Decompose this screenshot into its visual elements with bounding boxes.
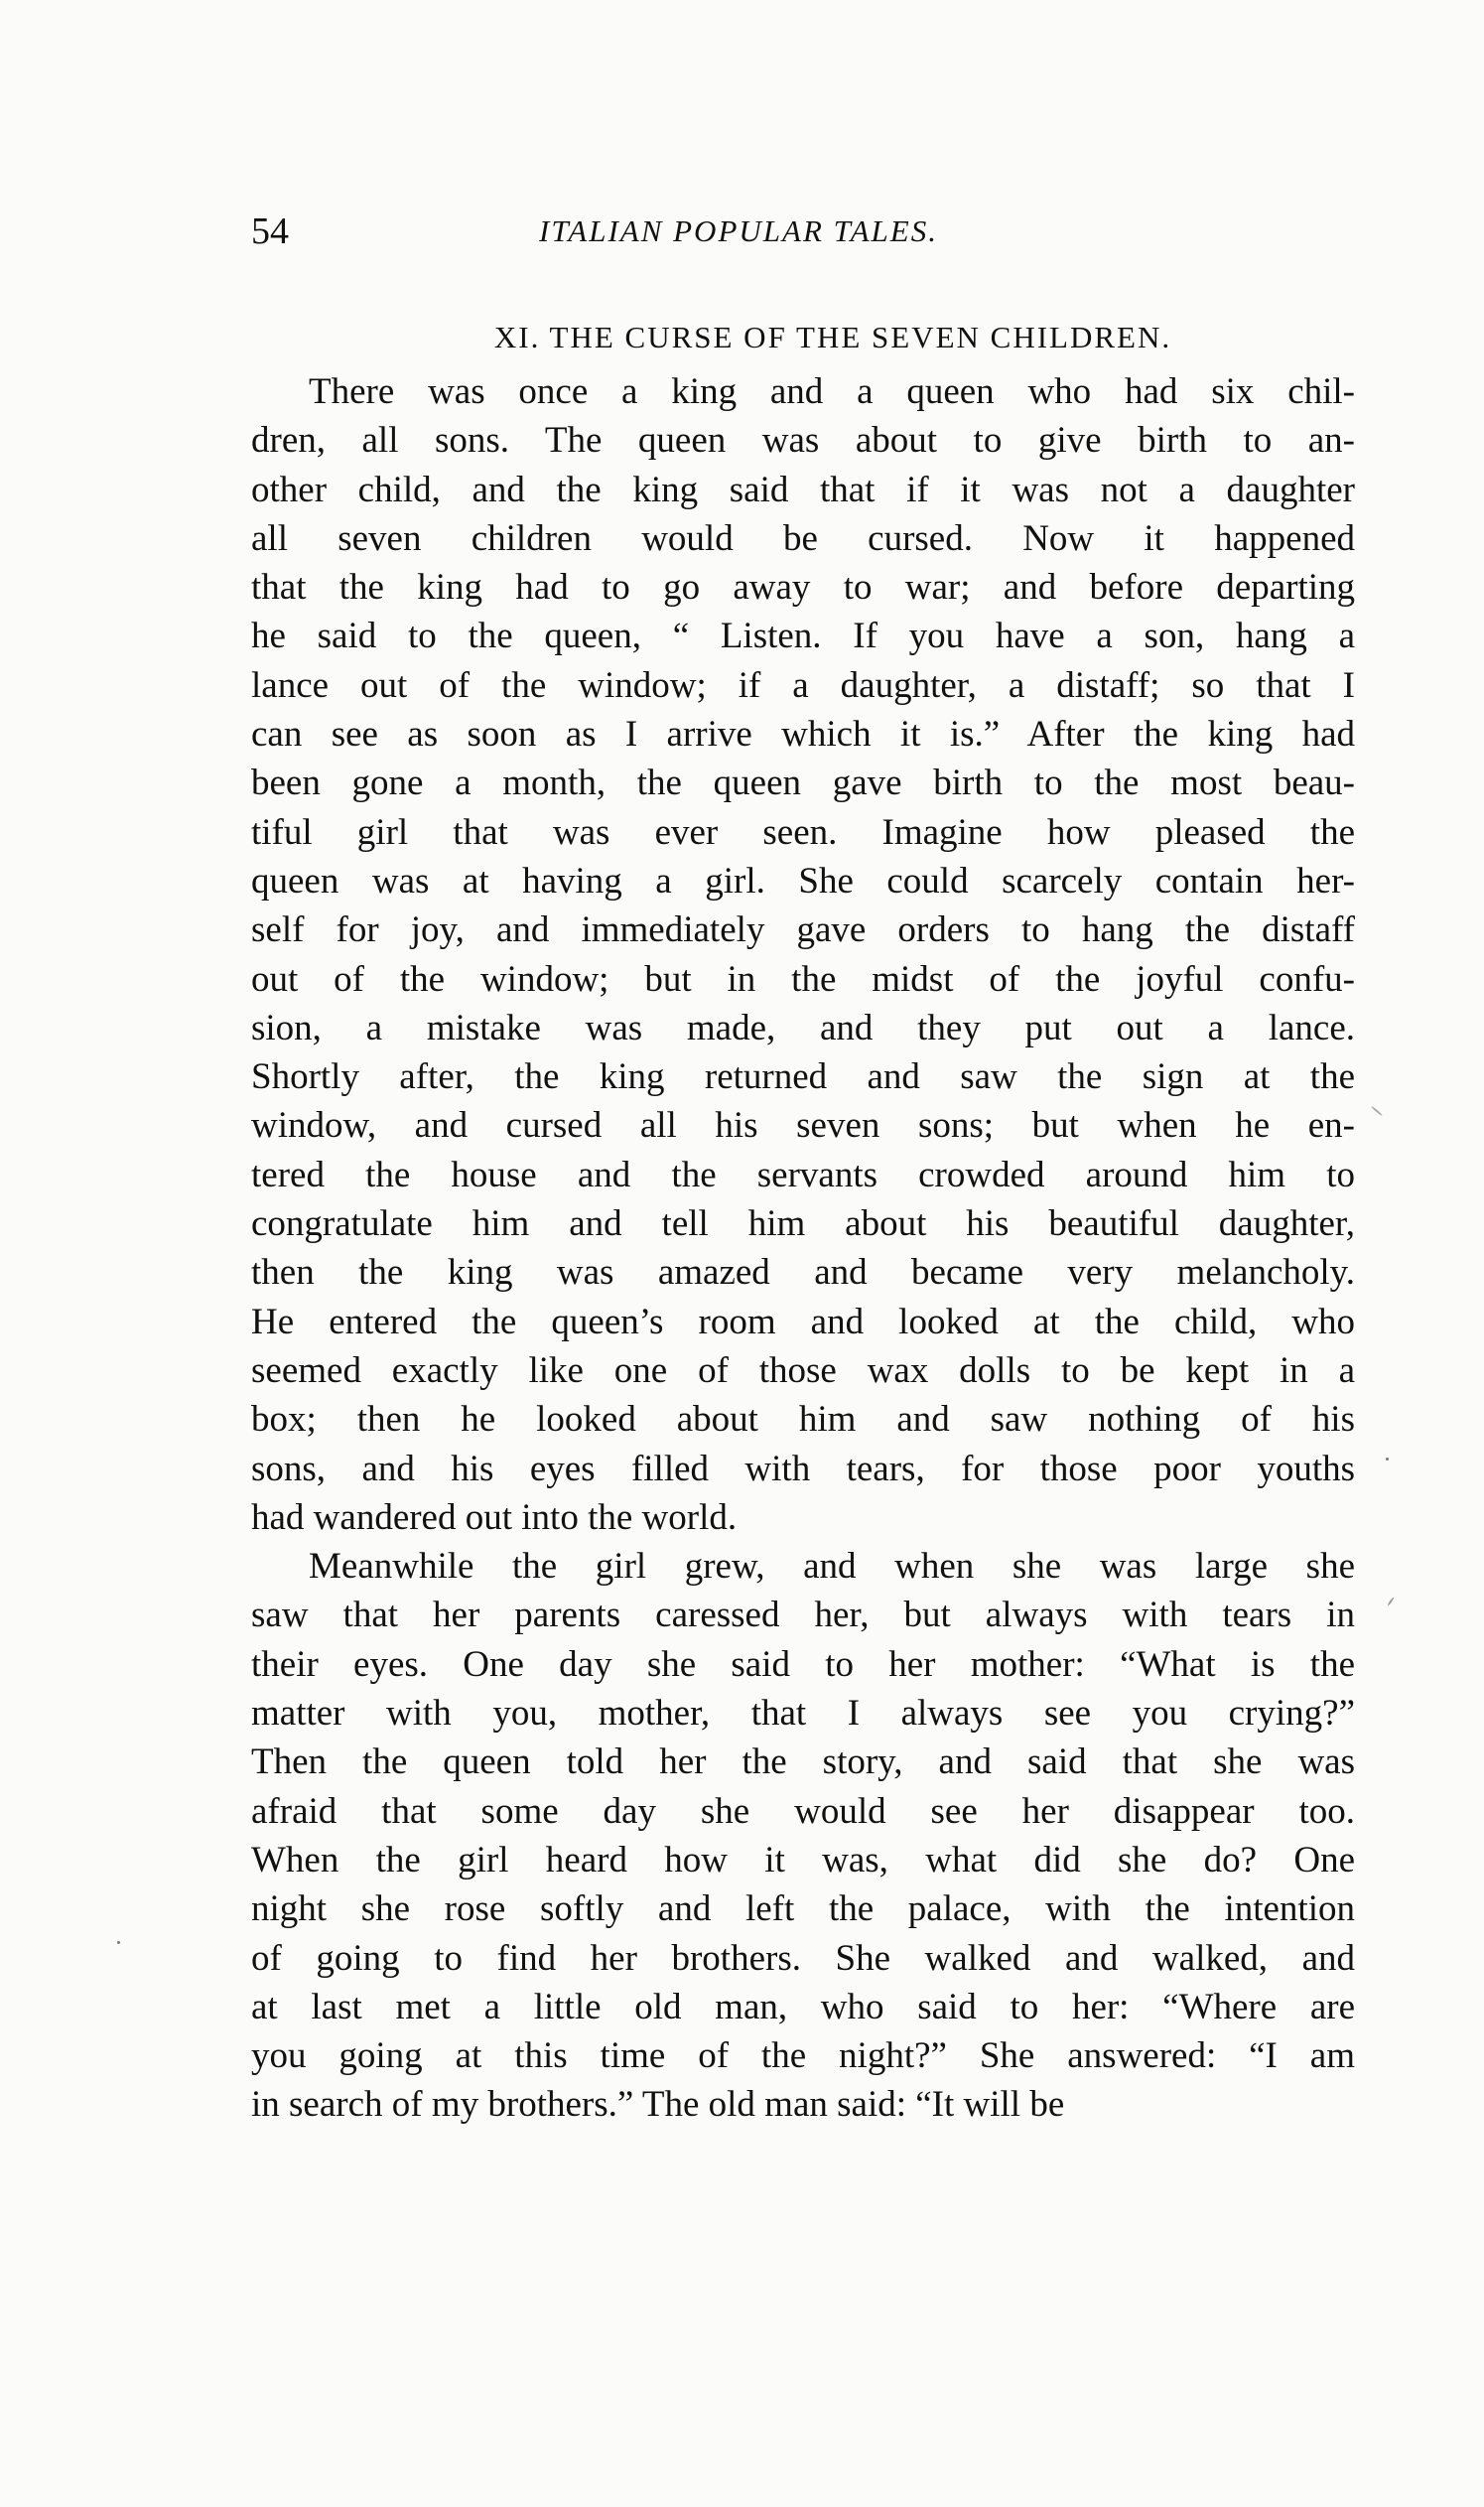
text-line: dren, all sons. The queen was about to give birth to an- (251, 420, 1355, 462)
text-line: of going to find her brothers. She walked and walked, and (251, 1937, 1355, 1979)
running-head (251, 207, 1355, 256)
text-line: He entered the queen’s room and looked at the child, who (251, 1301, 1355, 1342)
text-line: in search of my brothers.” The old man said: “It will be (251, 2084, 1065, 2126)
scan-speck (117, 1941, 120, 1944)
text-line: saw that her parents caressed her, but always with tears in (251, 1595, 1355, 1636)
text-line: afraid that some day she would see her disappear too. (251, 1790, 1355, 1832)
text-line: other child, and the king said that if it was not a daughter (251, 469, 1355, 510)
running-title: ITALIAN POPULAR TALES. (539, 213, 938, 248)
text-line: Then the queen told her the story, and said that she was (251, 1741, 1355, 1783)
text-line: self for joy, and immediately gave orders to hang the distaff (251, 909, 1355, 951)
scan-speck (1371, 1106, 1383, 1117)
text-line: Shortly after, the king returned and saw the sign at the (251, 1056, 1355, 1098)
text-line: When the girl heard how it was, what did she do? One (251, 1839, 1355, 1880)
text-line: lance out of the window; if a daughter, a distaff; so that I (251, 664, 1355, 706)
text-line: their eyes. One day she said to her mother: “What is the (251, 1643, 1355, 1685)
text-line: tiful girl that was ever seen. Imagine how pleased the (251, 811, 1355, 853)
chapter-title: XI. THE CURSE OF THE SEVEN CHILDREN. (493, 320, 1172, 354)
paragraph-2 (251, 1542, 1355, 2130)
text-line: at last met a little old man, who said to her: “Where are (251, 1986, 1355, 2027)
text-line: he said to the queen, “ Listen. If you have a son, hang a (251, 616, 1355, 657)
text-line: then the king was amazed and became very melancholy. (251, 1252, 1355, 1294)
text-line: tered the house and the servants crowded around him to (251, 1154, 1355, 1195)
scan-speck (1386, 1458, 1389, 1461)
text-line: that the king had to go away to war; and before departing (251, 567, 1355, 609)
body-text (251, 367, 1355, 2130)
text-line: box; then he looked about him and saw nothing of his (251, 1399, 1355, 1441)
scan-speck (1387, 1597, 1394, 1605)
text-line: There was once a king and a queen who had six chil- (309, 371, 1355, 412)
text-line: matter with you, mother, that I always see you crying?” (251, 1693, 1355, 1735)
text-line: all seven children would be cursed. Now it happened (251, 517, 1355, 559)
page-number: 54 (251, 210, 289, 252)
text-line: congratulate him and tell him about his beautiful daughter, (251, 1203, 1355, 1245)
text-line: window, and cursed all his seven sons; but when he en- (251, 1105, 1355, 1147)
text-line: night she rose softly and left the palace, with the intention (251, 1888, 1355, 1930)
text-line: been gone a month, the queen gave birth to the most beau- (251, 763, 1355, 804)
text-line: had wandered out into the world. (251, 1496, 738, 1538)
paragraph-1 (251, 367, 1355, 1542)
text-line: queen was at having a girl. She could scarcely contain her- (251, 860, 1355, 902)
text-line: Meanwhile the girl grew, and when she was large she (309, 1546, 1355, 1588)
text-line: can see as soon as I arrive which it is.” After the king had (251, 714, 1355, 756)
text-line: you going at this time of the night?” She answered: “I am (251, 2035, 1355, 2077)
text-line: sion, a mistake was made, and they put out a lance. (251, 1007, 1355, 1048)
text-line: out of the window; but in the midst of the joyful confu- (251, 958, 1355, 1000)
text-line: sons, and his eyes filled with tears, for those poor youths (251, 1448, 1355, 1489)
text-line: seemed exactly like one of those wax dolls to be kept in a (251, 1349, 1355, 1391)
